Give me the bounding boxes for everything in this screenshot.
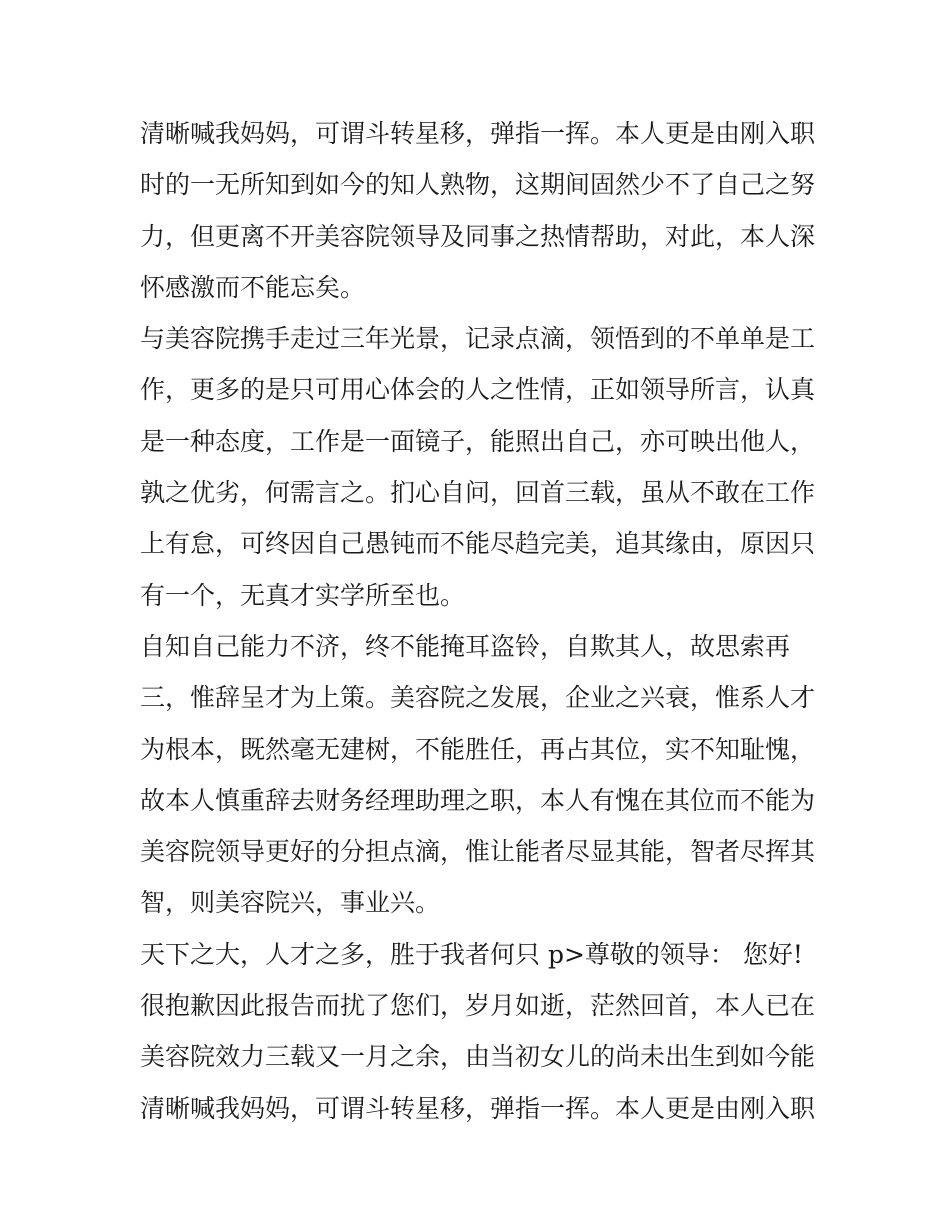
text-line: 智，则美容院兴，事业兴。 (140, 888, 441, 918)
text-line: 为根本，既然毫无建树，不能胜任，再占其位，实不知耻愧， (140, 734, 816, 764)
text-line: 与美容院携手走过三年光景，记录点滴，领悟到的不单单是工 (140, 324, 816, 354)
text-line: 美容院领导更好的分担点滴，惟让能者尽显其能，智者尽挥其 (140, 837, 816, 867)
text-line: 自知自己能力不济，终不能掩耳盗铃，自欺其人，故思索再 (140, 631, 791, 661)
text-line: 清晰喊我妈妈，可谓斗转星移，弹指一挥。本人更是由刚入职 (140, 119, 816, 148)
text-line: 清晰喊我妈妈，可谓斗转星移，弹指一挥。本人更是由刚入职 (140, 1093, 816, 1123)
text-line: 作，更多的是只可用心体会的人之性情，正如领导所言，认真 (140, 375, 816, 405)
text-line: 天下之大，人才之多，胜于我者何只 p>尊敬的领导： 您好! (140, 939, 803, 969)
text-line: 力，但更离不开美容院领导及同事之热情帮助，对此，本人深 (140, 221, 816, 251)
text-line: 孰之优劣，何需言之。扪心自问，回首三载，虽从不敢在工作 (140, 478, 816, 508)
text-line: 三，惟辞呈才为上策。美容院之发展，企业之兴衰，惟系人才 (140, 683, 816, 713)
text-line: 美容院效力三载又一月之余，由当初女儿的尚未出生到如今能 (140, 1042, 816, 1072)
text-line: 故本人慎重辞去财务经理助理之职，本人有愧在其位而不能为 (140, 785, 816, 815)
text-line: 很抱歉因此报告而扰了您们，岁月如逝，茫然回首，本人已在 (140, 991, 816, 1021)
text-line: 有一个，无真才实学所至也。 (140, 580, 466, 610)
document-body (140, 108, 830, 1134)
text-line: 怀感激而不能忘矣。 (140, 272, 366, 302)
text-line: 时的一无所知到如今的知人熟物，这期间固然少不了自己之努 (140, 170, 816, 200)
text-line: 上有怠，可终因自己愚钝而不能尽趋完美，追其缘由，原因只 (140, 529, 816, 559)
text-line: 是一种态度，工作是一面镜子，能照出自己，亦可映出他人， (140, 426, 816, 456)
